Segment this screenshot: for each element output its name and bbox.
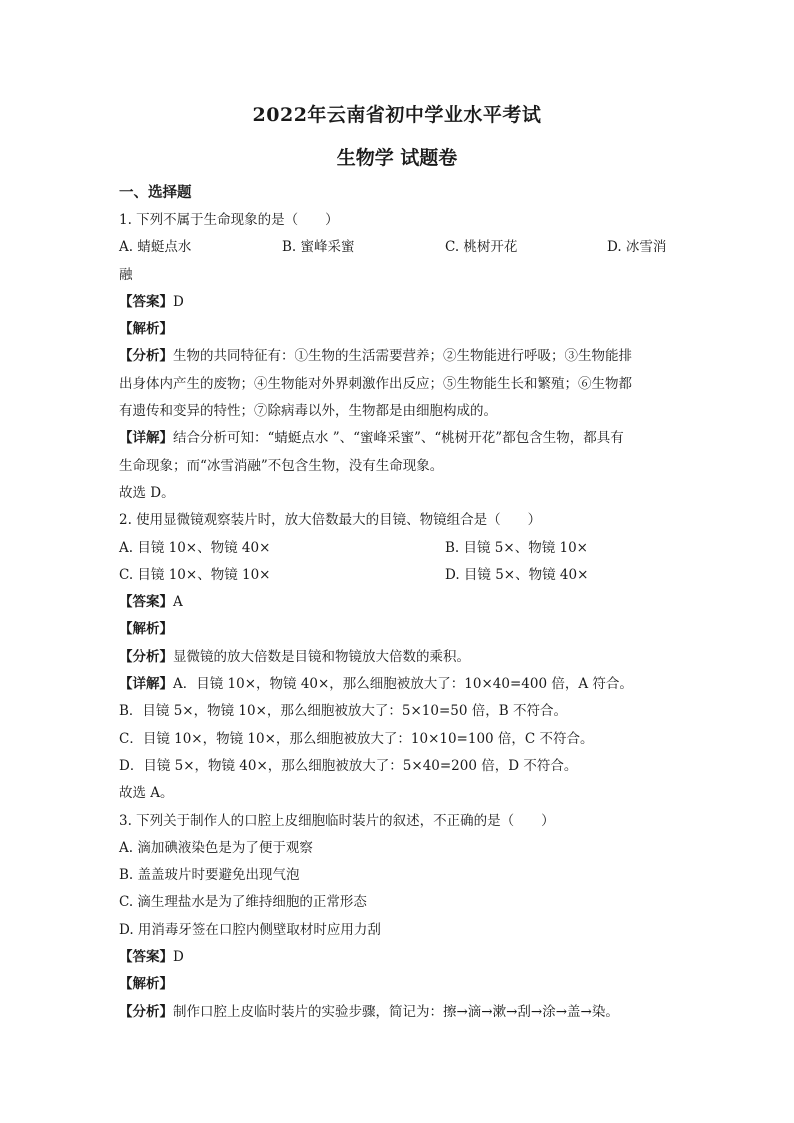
q3-answer (119, 944, 679, 971)
q3-analysis-label: 【解析】 (119, 976, 173, 993)
fenxi-tag: 【分析】 (119, 1003, 173, 1020)
q1-option-a: A. 蜻蜓点水 (119, 239, 192, 256)
q1-conclusion: 故选 D。 (119, 484, 175, 501)
q1-fenxi-line-1 (119, 343, 679, 370)
q2-detail-b: B．目镜 5×，物镜 10×，那么细胞被放大了：5×10=50 倍，B 不符合。 (119, 703, 567, 720)
answer-value: A (173, 594, 183, 611)
answer-tag: 【答案】 (119, 293, 173, 310)
q2-detail-d: D．目镜 5×，物镜 40×，那么细胞被放大了：5×40=200 倍，D 不符合。 (119, 757, 578, 774)
q2-xiangjie (119, 671, 679, 698)
q2-answer (119, 589, 679, 616)
fenxi-tag: 【分析】 (119, 648, 173, 665)
xiangjie-text: A．目镜 10×，物镜 40×，那么细胞被放大了：10×40=400 倍，A 符合。 (173, 676, 633, 693)
q1-fenxi-line-2: 出身体内产生的废物；④生物能对外界刺激作出反应；⑤生物能生长和繁殖；⑥生物都 (119, 375, 632, 392)
q3-option-c: C. 滴生理盐水是为了维持细胞的正常形态 (119, 894, 367, 911)
q3-fenxi (119, 999, 679, 1026)
q2-conclusion: 故选 A。 (119, 785, 174, 802)
q2-options-row-1 (119, 535, 679, 562)
q2-stem: 2. 使用显微镜观察装片时，放大倍数最大的目镜、物镜组合是（ ） (119, 512, 542, 529)
q2-detail-c: C．目镜 10×，物镜 10×，那么细胞被放大了：10×10=100 倍，C 不符合。 (119, 730, 594, 747)
q2-analysis-label: 【解析】 (119, 621, 173, 638)
q1-option-b: B. 蜜峰采蜜 (282, 239, 355, 256)
q1-option-d: D. 冰雪消 (607, 239, 667, 256)
q1-stem: 1. 下列不属于生命现象的是（ ） (119, 212, 339, 228)
fenxi-text: 生物的共同特征有：①生物的生活需要营养；②生物能进行呼吸；③生物能排 (173, 348, 632, 365)
exam-title: 2022年云南省初中学业水平考试 (252, 104, 542, 126)
fenxi-text: 显微镜的放大倍数是目镜和物镜放大倍数的乘积。 (173, 648, 470, 665)
q2-option-a: A. 目镜 10×、物镜 40× (119, 539, 271, 556)
q3-option-b: B. 盖盖玻片时要避免出现气泡 (119, 867, 300, 884)
q1-options (119, 234, 679, 261)
answer-tag: 【答案】 (119, 949, 173, 966)
answer-tag: 【答案】 (119, 594, 173, 611)
xiangjie-text: 结合分析可知：“蜻蜓点水 ”、“蜜峰采蜜”、“桃树开花”都包含生物，都具有 (173, 430, 624, 447)
q2-option-b: B. 目镜 5×、物镜 10× (445, 539, 588, 556)
exam-subtitle: 生物学 试题卷 (336, 147, 458, 169)
q2-option-d: D. 目镜 5×、物镜 40× (445, 566, 589, 583)
q2-option-c: C. 目镜 10×、物镜 10× (119, 566, 271, 583)
q2-options-row-2 (119, 562, 679, 589)
section-heading: 一、选择题 (119, 184, 192, 201)
q1-option-c: C. 桃树开花 (445, 239, 518, 256)
q1-answer (119, 289, 679, 316)
fenxi-tag: 【分析】 (119, 348, 173, 365)
answer-value: D (173, 949, 184, 966)
q1-fenxi-line-3: 有遗传和变异的特性；⑦除病毒以外，生物都是由细胞构成的。 (119, 403, 497, 420)
q1-analysis-label: 【解析】 (119, 321, 173, 338)
q3-option-d: D. 用消毒牙签在口腔内侧壁取材时应用力刮 (119, 921, 381, 938)
q1-option-wrap: 融 (119, 266, 133, 283)
xiangjie-tag: 【详解】 (119, 430, 173, 447)
q1-xiangjie-line-2: 生命现象；而“冰雪消融”不包含生物，没有生命现象。 (119, 457, 444, 474)
fenxi-text: 制作口腔上皮临时装片的实验步骤，简记为：擦→滴→漱→刮→涂→盖→染。 (173, 1003, 619, 1020)
q3-stem: 3. 下列关于制作人的口腔上皮细胞临时装片的叙述，不正确的是（ ） (119, 812, 555, 829)
answer-value: D (173, 293, 184, 310)
xiangjie-tag: 【详解】 (119, 676, 173, 693)
q3-option-a: A. 滴加碘液染色是为了便于观察 (119, 839, 313, 856)
q1-xiangjie-line-1 (119, 425, 679, 452)
question-content (119, 207, 679, 1026)
q2-fenxi (119, 644, 679, 671)
